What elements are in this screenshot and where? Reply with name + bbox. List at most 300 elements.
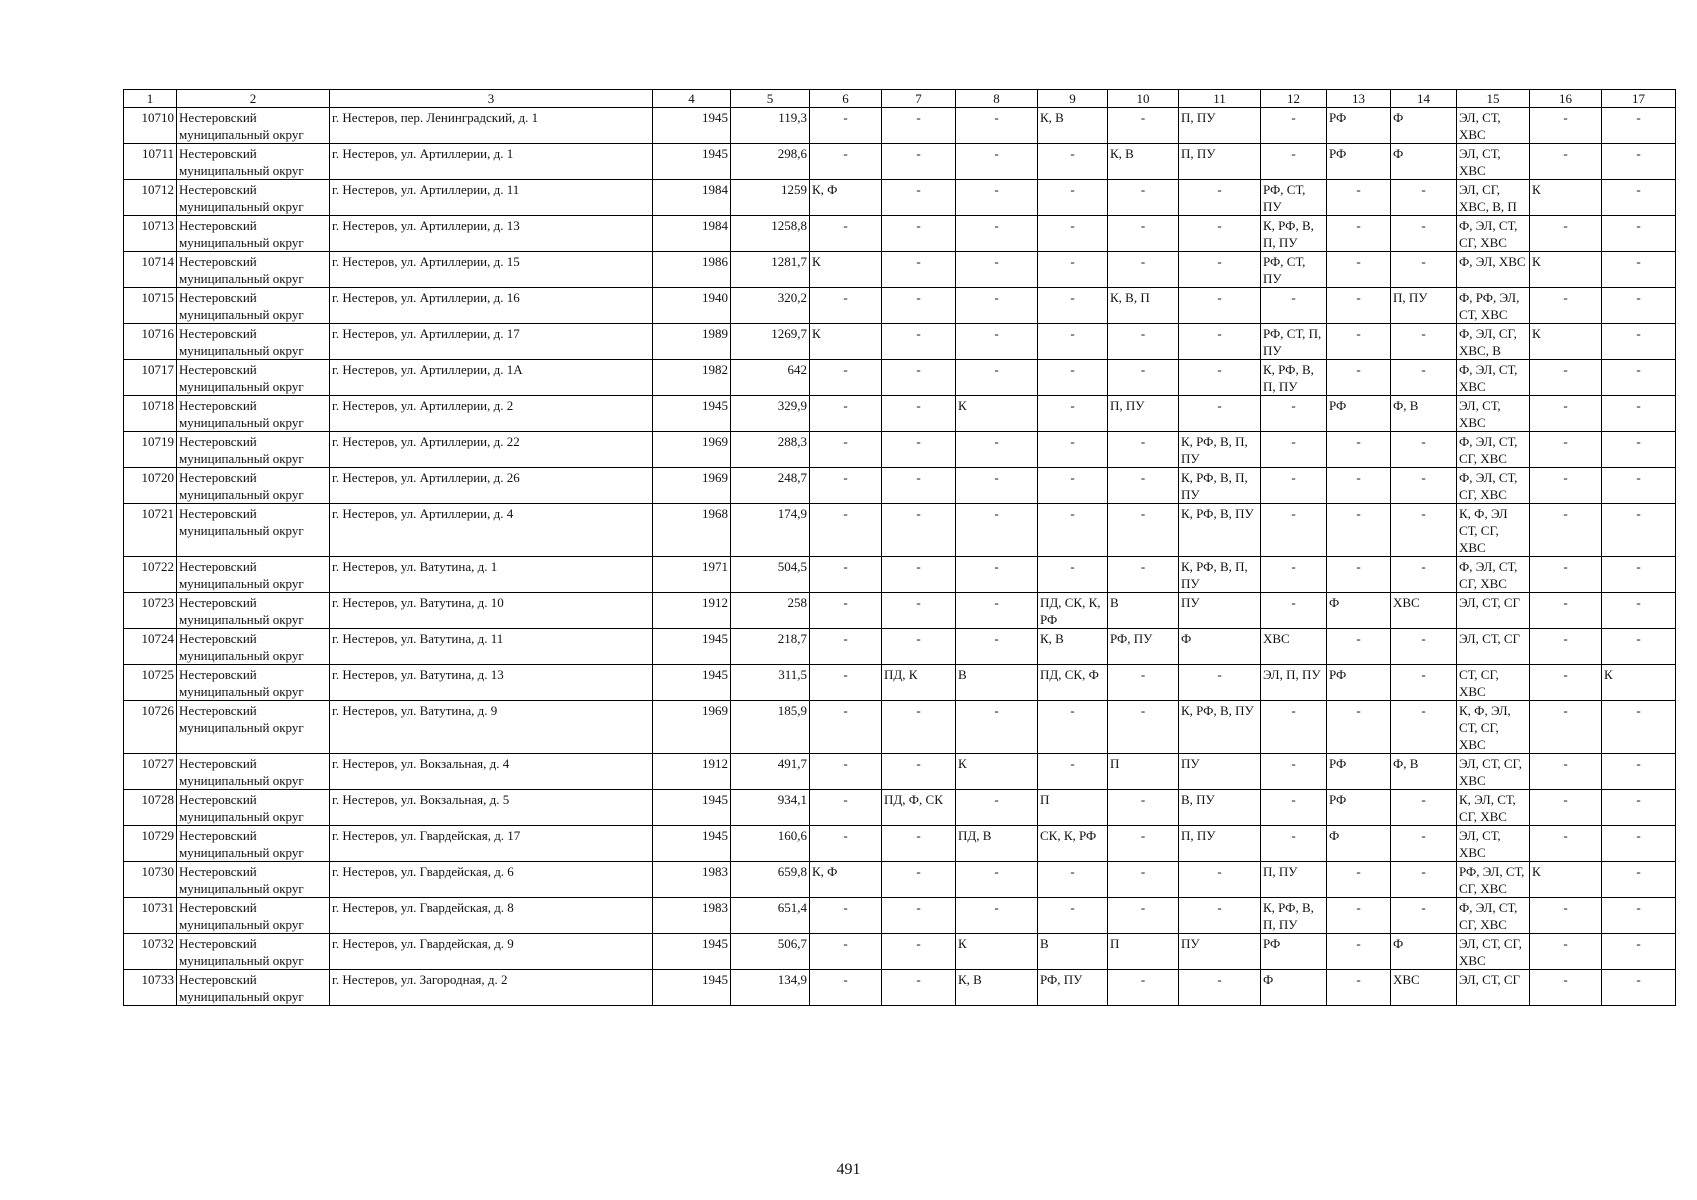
row-id: 10717: [124, 360, 177, 396]
col8-cell: -: [956, 288, 1038, 324]
column-header-4: 4: [653, 90, 731, 108]
column-header-13: 13: [1327, 90, 1391, 108]
col7-cell: -: [882, 396, 956, 432]
col7-cell: -: [882, 826, 956, 862]
col13-cell: РФ: [1327, 144, 1391, 180]
col11-cell: -: [1179, 288, 1261, 324]
col8-cell: -: [956, 432, 1038, 468]
col16-cell: -: [1530, 432, 1602, 468]
col14-cell: -: [1391, 504, 1457, 557]
col13-cell: РФ: [1327, 665, 1391, 701]
address-cell: г. Нестеров, ул. Вокзальная, д. 5: [330, 790, 653, 826]
table-row: [124, 970, 1676, 1006]
col6-cell: -: [810, 144, 882, 180]
area-cell: 298,6: [731, 144, 810, 180]
col15-cell: Ф, ЭЛ, СГ, ХВС, В: [1457, 324, 1530, 360]
col17-cell: -: [1602, 593, 1676, 629]
col9-cell: -: [1038, 557, 1108, 593]
district-cell: Нестеровский муниципальный округ: [177, 898, 330, 934]
col16-cell: -: [1530, 970, 1602, 1006]
col7-cell: -: [882, 252, 956, 288]
year-cell: 1945: [653, 108, 731, 144]
col14-cell: Ф, В: [1391, 396, 1457, 432]
table-row: [124, 252, 1676, 288]
col15-cell: ЭЛ, СТ, ХВС: [1457, 826, 1530, 862]
col17-cell: К: [1602, 665, 1676, 701]
row-id: 10725: [124, 665, 177, 701]
col9-cell: -: [1038, 288, 1108, 324]
col10-cell: -: [1108, 665, 1179, 701]
col17-cell: -: [1602, 108, 1676, 144]
col16-cell: -: [1530, 665, 1602, 701]
col10-cell: П, ПУ: [1108, 396, 1179, 432]
area-cell: 651,4: [731, 898, 810, 934]
col17-cell: -: [1602, 324, 1676, 360]
col15-cell: Ф, РФ, ЭЛ, СТ, ХВС: [1457, 288, 1530, 324]
col17-cell: -: [1602, 934, 1676, 970]
col7-cell: -: [882, 432, 956, 468]
col14-cell: Ф: [1391, 108, 1457, 144]
col12-cell: Ф: [1261, 970, 1327, 1006]
table-row: [124, 790, 1676, 826]
table-row: [124, 862, 1676, 898]
col14-cell: -: [1391, 665, 1457, 701]
col11-cell: -: [1179, 324, 1261, 360]
col10-cell: -: [1108, 701, 1179, 754]
col7-cell: -: [882, 754, 956, 790]
col7-cell: -: [882, 324, 956, 360]
col10-cell: К, В: [1108, 144, 1179, 180]
col13-cell: -: [1327, 252, 1391, 288]
col6-cell: -: [810, 790, 882, 826]
district-cell: Нестеровский муниципальный округ: [177, 629, 330, 665]
col15-cell: ЭЛ, СТ, СГ: [1457, 629, 1530, 665]
col12-cell: -: [1261, 754, 1327, 790]
area-cell: 1258,8: [731, 216, 810, 252]
district-cell: Нестеровский муниципальный округ: [177, 504, 330, 557]
district-cell: Нестеровский муниципальный округ: [177, 934, 330, 970]
col11-cell: К, РФ, В, ПУ: [1179, 504, 1261, 557]
row-id: 10718: [124, 396, 177, 432]
col16-cell: -: [1530, 504, 1602, 557]
table-row: [124, 180, 1676, 216]
col11-cell: -: [1179, 360, 1261, 396]
col15-cell: РФ, ЭЛ, СТ, СГ, ХВС: [1457, 862, 1530, 898]
col6-cell: К: [810, 324, 882, 360]
district-cell: Нестеровский муниципальный округ: [177, 593, 330, 629]
address-cell: г. Нестеров, ул. Артиллерии, д. 4: [330, 504, 653, 557]
district-cell: Нестеровский муниципальный округ: [177, 432, 330, 468]
col12-cell: -: [1261, 701, 1327, 754]
address-cell: г. Нестеров, ул. Вокзальная, д. 4: [330, 754, 653, 790]
page-number: 491: [836, 1161, 861, 1178]
col16-cell: -: [1530, 396, 1602, 432]
area-cell: 185,9: [731, 701, 810, 754]
col12-cell: -: [1261, 108, 1327, 144]
col12-cell: -: [1261, 557, 1327, 593]
col13-cell: -: [1327, 360, 1391, 396]
year-cell: 1984: [653, 180, 731, 216]
col13-cell: -: [1327, 557, 1391, 593]
col9-cell: -: [1038, 180, 1108, 216]
col10-cell: -: [1108, 970, 1179, 1006]
col11-cell: -: [1179, 180, 1261, 216]
area-cell: 642: [731, 360, 810, 396]
area-cell: 258: [731, 593, 810, 629]
col9-cell: -: [1038, 862, 1108, 898]
col12-cell: -: [1261, 593, 1327, 629]
col11-cell: -: [1179, 216, 1261, 252]
col7-cell: -: [882, 144, 956, 180]
area-cell: 1281,7: [731, 252, 810, 288]
col14-cell: -: [1391, 862, 1457, 898]
col16-cell: -: [1530, 593, 1602, 629]
year-cell: 1968: [653, 504, 731, 557]
district-cell: Нестеровский муниципальный округ: [177, 144, 330, 180]
col12-cell: -: [1261, 288, 1327, 324]
col7-cell: -: [882, 468, 956, 504]
col11-cell: К, РФ, В, ПУ: [1179, 701, 1261, 754]
district-cell: Нестеровский муниципальный округ: [177, 252, 330, 288]
col14-cell: -: [1391, 557, 1457, 593]
col17-cell: -: [1602, 826, 1676, 862]
address-cell: г. Нестеров, пер. Ленинградский, д. 1: [330, 108, 653, 144]
col12-cell: РФ: [1261, 934, 1327, 970]
district-cell: Нестеровский муниципальный округ: [177, 754, 330, 790]
col9-cell: В: [1038, 934, 1108, 970]
col10-cell: -: [1108, 468, 1179, 504]
col6-cell: -: [810, 216, 882, 252]
col17-cell: -: [1602, 790, 1676, 826]
col9-cell: К, В: [1038, 629, 1108, 665]
col10-cell: -: [1108, 180, 1179, 216]
col10-cell: П: [1108, 934, 1179, 970]
col12-cell: П, ПУ: [1261, 862, 1327, 898]
address-cell: г. Нестеров, ул. Артиллерии, д. 1А: [330, 360, 653, 396]
col9-cell: -: [1038, 504, 1108, 557]
col8-cell: -: [956, 180, 1038, 216]
year-cell: 1986: [653, 252, 731, 288]
district-cell: Нестеровский муниципальный округ: [177, 862, 330, 898]
table-row: [124, 324, 1676, 360]
col9-cell: П: [1038, 790, 1108, 826]
col8-cell: -: [956, 108, 1038, 144]
col12-cell: -: [1261, 144, 1327, 180]
table-row: [124, 144, 1676, 180]
row-id: 10730: [124, 862, 177, 898]
col6-cell: -: [810, 754, 882, 790]
col8-cell: -: [956, 629, 1038, 665]
district-cell: Нестеровский муниципальный округ: [177, 180, 330, 216]
year-cell: 1945: [653, 826, 731, 862]
table-body: [124, 108, 1676, 1006]
col6-cell: -: [810, 288, 882, 324]
column-header-15: 15: [1457, 90, 1530, 108]
year-cell: 1989: [653, 324, 731, 360]
col14-cell: -: [1391, 790, 1457, 826]
table-row: [124, 557, 1676, 593]
col15-cell: К, Ф, ЭЛ, СТ, СГ, ХВС: [1457, 701, 1530, 754]
col9-cell: -: [1038, 396, 1108, 432]
col9-cell: -: [1038, 144, 1108, 180]
col7-cell: ПД, Ф, СК: [882, 790, 956, 826]
col11-cell: П, ПУ: [1179, 108, 1261, 144]
col14-cell: -: [1391, 898, 1457, 934]
col10-cell: П: [1108, 754, 1179, 790]
address-cell: г. Нестеров, ул. Артиллерии, д. 1: [330, 144, 653, 180]
year-cell: 1971: [653, 557, 731, 593]
row-id: 10729: [124, 826, 177, 862]
column-header-8: 8: [956, 90, 1038, 108]
table-row: [124, 108, 1676, 144]
row-id: 10731: [124, 898, 177, 934]
col10-cell: -: [1108, 862, 1179, 898]
table-row: [124, 468, 1676, 504]
col8-cell: -: [956, 216, 1038, 252]
col7-cell: -: [882, 557, 956, 593]
col17-cell: -: [1602, 216, 1676, 252]
col16-cell: -: [1530, 826, 1602, 862]
row-id: 10724: [124, 629, 177, 665]
district-cell: Нестеровский муниципальный округ: [177, 288, 330, 324]
col11-cell: В, ПУ: [1179, 790, 1261, 826]
col8-cell: В: [956, 665, 1038, 701]
col14-cell: -: [1391, 468, 1457, 504]
year-cell: 1983: [653, 862, 731, 898]
col14-cell: -: [1391, 629, 1457, 665]
table-row: [124, 593, 1676, 629]
col12-cell: -: [1261, 790, 1327, 826]
col13-cell: -: [1327, 701, 1391, 754]
col16-cell: -: [1530, 701, 1602, 754]
col13-cell: -: [1327, 862, 1391, 898]
table-row: [124, 432, 1676, 468]
address-cell: г. Нестеров, ул. Загородная, д. 2: [330, 970, 653, 1006]
col8-cell: -: [956, 144, 1038, 180]
table-row: [124, 396, 1676, 432]
col9-cell: -: [1038, 701, 1108, 754]
col10-cell: -: [1108, 324, 1179, 360]
col11-cell: -: [1179, 862, 1261, 898]
area-cell: 491,7: [731, 754, 810, 790]
area-cell: 659,8: [731, 862, 810, 898]
col16-cell: К: [1530, 180, 1602, 216]
column-header-7: 7: [882, 90, 956, 108]
address-cell: г. Нестеров, ул. Ватутина, д. 13: [330, 665, 653, 701]
col7-cell: -: [882, 593, 956, 629]
col14-cell: -: [1391, 252, 1457, 288]
col10-cell: -: [1108, 557, 1179, 593]
col7-cell: -: [882, 970, 956, 1006]
row-id: 10710: [124, 108, 177, 144]
col6-cell: -: [810, 396, 882, 432]
col14-cell: -: [1391, 324, 1457, 360]
area-cell: 218,7: [731, 629, 810, 665]
column-header-10: 10: [1108, 90, 1179, 108]
col7-cell: -: [882, 504, 956, 557]
col7-cell: -: [882, 629, 956, 665]
col12-cell: -: [1261, 432, 1327, 468]
area-cell: 1259: [731, 180, 810, 216]
column-header-2: 2: [177, 90, 330, 108]
col11-cell: -: [1179, 970, 1261, 1006]
col12-cell: К, РФ, В, П, ПУ: [1261, 216, 1327, 252]
col13-cell: Ф: [1327, 593, 1391, 629]
col17-cell: -: [1602, 468, 1676, 504]
address-cell: г. Нестеров, ул. Артиллерии, д. 11: [330, 180, 653, 216]
col7-cell: ПД, К: [882, 665, 956, 701]
col14-cell: -: [1391, 701, 1457, 754]
col13-cell: РФ: [1327, 754, 1391, 790]
year-cell: 1912: [653, 754, 731, 790]
row-id: 10712: [124, 180, 177, 216]
column-header-9: 9: [1038, 90, 1108, 108]
area-cell: 248,7: [731, 468, 810, 504]
col16-cell: -: [1530, 108, 1602, 144]
col13-cell: -: [1327, 898, 1391, 934]
col12-cell: -: [1261, 396, 1327, 432]
col8-cell: -: [956, 593, 1038, 629]
col16-cell: -: [1530, 360, 1602, 396]
column-header-16: 16: [1530, 90, 1602, 108]
address-cell: г. Нестеров, ул. Артиллерии, д. 15: [330, 252, 653, 288]
address-cell: г. Нестеров, ул. Ватутина, д. 9: [330, 701, 653, 754]
col12-cell: -: [1261, 826, 1327, 862]
district-cell: Нестеровский муниципальный округ: [177, 826, 330, 862]
col14-cell: -: [1391, 432, 1457, 468]
col11-cell: -: [1179, 396, 1261, 432]
col8-cell: К: [956, 754, 1038, 790]
col6-cell: -: [810, 629, 882, 665]
address-cell: г. Нестеров, ул. Ватутина, д. 10: [330, 593, 653, 629]
area-cell: 119,3: [731, 108, 810, 144]
col17-cell: -: [1602, 252, 1676, 288]
col12-cell: РФ, СТ, ПУ: [1261, 180, 1327, 216]
col17-cell: -: [1602, 432, 1676, 468]
table-row: [124, 898, 1676, 934]
district-cell: Нестеровский муниципальный округ: [177, 396, 330, 432]
col8-cell: ПД, В: [956, 826, 1038, 862]
col6-cell: -: [810, 557, 882, 593]
col8-cell: -: [956, 468, 1038, 504]
col6-cell: -: [810, 970, 882, 1006]
address-cell: г. Нестеров, ул. Гвардейская, д. 17: [330, 826, 653, 862]
col13-cell: -: [1327, 216, 1391, 252]
col8-cell: К: [956, 396, 1038, 432]
col17-cell: -: [1602, 360, 1676, 396]
col13-cell: РФ: [1327, 108, 1391, 144]
col16-cell: -: [1530, 898, 1602, 934]
col6-cell: -: [810, 665, 882, 701]
col9-cell: ПД, СК, Ф: [1038, 665, 1108, 701]
col15-cell: ЭЛ, СТ, СГ, ХВС: [1457, 934, 1530, 970]
col11-cell: К, РФ, В, П, ПУ: [1179, 432, 1261, 468]
col9-cell: ПД, СК, К, РФ: [1038, 593, 1108, 629]
col14-cell: -: [1391, 180, 1457, 216]
col10-cell: РФ, ПУ: [1108, 629, 1179, 665]
col17-cell: -: [1602, 629, 1676, 665]
address-cell: г. Нестеров, ул. Гвардейская, д. 6: [330, 862, 653, 898]
col16-cell: -: [1530, 216, 1602, 252]
col12-cell: -: [1261, 504, 1327, 557]
col14-cell: -: [1391, 216, 1457, 252]
col15-cell: ЭЛ, СГ, ХВС, В, П: [1457, 180, 1530, 216]
col13-cell: РФ: [1327, 790, 1391, 826]
row-id: 10732: [124, 934, 177, 970]
col8-cell: К, В: [956, 970, 1038, 1006]
col16-cell: -: [1530, 468, 1602, 504]
table-row: [124, 629, 1676, 665]
col6-cell: -: [810, 108, 882, 144]
col15-cell: Ф, ЭЛ, СТ, ХВС: [1457, 360, 1530, 396]
col11-cell: Ф: [1179, 629, 1261, 665]
row-id: 10711: [124, 144, 177, 180]
area-cell: 504,5: [731, 557, 810, 593]
col15-cell: СТ, СГ, ХВС: [1457, 665, 1530, 701]
col8-cell: -: [956, 790, 1038, 826]
col12-cell: РФ, СТ, П, ПУ: [1261, 324, 1327, 360]
address-cell: г. Нестеров, ул. Ватутина, д. 11: [330, 629, 653, 665]
table-row: [124, 934, 1676, 970]
col13-cell: Ф: [1327, 826, 1391, 862]
col16-cell: -: [1530, 557, 1602, 593]
col13-cell: -: [1327, 468, 1391, 504]
row-id: 10714: [124, 252, 177, 288]
col6-cell: -: [810, 898, 882, 934]
col7-cell: -: [882, 216, 956, 252]
col9-cell: -: [1038, 432, 1108, 468]
col14-cell: -: [1391, 826, 1457, 862]
column-header-5: 5: [731, 90, 810, 108]
year-cell: 1945: [653, 934, 731, 970]
col11-cell: П, ПУ: [1179, 826, 1261, 862]
col16-cell: К: [1530, 324, 1602, 360]
district-cell: Нестеровский муниципальный округ: [177, 324, 330, 360]
year-cell: 1945: [653, 665, 731, 701]
col16-cell: -: [1530, 754, 1602, 790]
col13-cell: -: [1327, 288, 1391, 324]
col10-cell: -: [1108, 790, 1179, 826]
col8-cell: -: [956, 862, 1038, 898]
year-cell: 1912: [653, 593, 731, 629]
col11-cell: П, ПУ: [1179, 144, 1261, 180]
area-cell: 288,3: [731, 432, 810, 468]
row-id: 10719: [124, 432, 177, 468]
col9-cell: -: [1038, 324, 1108, 360]
column-header-11: 11: [1179, 90, 1261, 108]
col11-cell: ПУ: [1179, 934, 1261, 970]
col10-cell: -: [1108, 252, 1179, 288]
year-cell: 1945: [653, 970, 731, 1006]
col11-cell: ПУ: [1179, 593, 1261, 629]
col8-cell: -: [956, 701, 1038, 754]
col10-cell: К, В, П: [1108, 288, 1179, 324]
address-cell: г. Нестеров, ул. Ватутина, д. 1: [330, 557, 653, 593]
year-cell: 1945: [653, 396, 731, 432]
col13-cell: -: [1327, 504, 1391, 557]
col11-cell: К, РФ, В, П, ПУ: [1179, 557, 1261, 593]
column-header-1: 1: [124, 90, 177, 108]
col8-cell: -: [956, 557, 1038, 593]
year-cell: 1945: [653, 144, 731, 180]
col15-cell: Ф, ЭЛ, СТ, СГ, ХВС: [1457, 898, 1530, 934]
row-id: 10727: [124, 754, 177, 790]
col9-cell: СК, К, РФ: [1038, 826, 1108, 862]
row-id: 10721: [124, 504, 177, 557]
col7-cell: -: [882, 701, 956, 754]
address-cell: г. Нестеров, ул. Гвардейская, д. 9: [330, 934, 653, 970]
area-cell: 329,9: [731, 396, 810, 432]
